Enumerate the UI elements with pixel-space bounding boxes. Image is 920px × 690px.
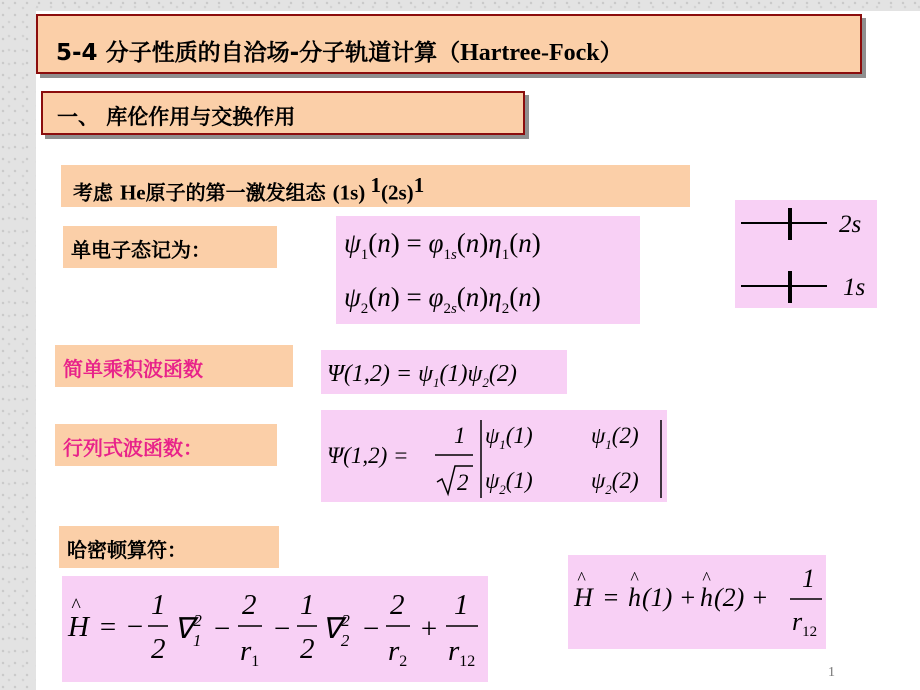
svg-text:h: h bbox=[628, 583, 641, 612]
energy-level-diagram bbox=[735, 200, 877, 308]
psi1-formula: $\psi_1(n) = \varphi_1s(n)\eta_1(n)$ bbox=[344, 228, 541, 263]
level-2s-label: 2s bbox=[839, 211, 862, 238]
svg-text:^: ^ bbox=[71, 595, 80, 617]
svg-text:−: − bbox=[212, 613, 232, 645]
svg-text:Ψ(1,2) =: Ψ(1,2) = bbox=[327, 443, 409, 468]
svg-text:r12: $r_{12}$ bbox=[792, 607, 818, 640]
svg-text:(1) +: (1) + bbox=[642, 583, 697, 612]
top-background-stripe bbox=[0, 0, 920, 11]
svg-text:+: + bbox=[419, 613, 439, 645]
svg-text:1: 1 bbox=[454, 589, 469, 621]
svg-text:H: H bbox=[574, 583, 593, 612]
svg-text:−: − bbox=[272, 613, 292, 645]
svg-text:2: 2 bbox=[457, 470, 469, 495]
svg-text:h: h bbox=[700, 583, 713, 612]
svg-text:2: 2 bbox=[151, 633, 166, 665]
svg-text:∇22: ∇$^2$ 2 bbox=[322, 611, 350, 650]
svg-text:r2: $r_2$ bbox=[388, 635, 408, 670]
svg-text:ψ1(1): $\psi_1(1)$ bbox=[485, 423, 533, 452]
determinant-wavefunction-label: 行列式波函数： bbox=[55, 424, 277, 466]
left-background-stripe bbox=[0, 0, 36, 690]
svg-text:2: 2 bbox=[242, 589, 257, 621]
svg-text:^: ^ bbox=[702, 568, 710, 588]
single-electron-label: 单电子态记为： bbox=[63, 226, 277, 268]
consider-statement: 考虑 He原子的第一激发组态 (1s) $^1(2s)^1$ bbox=[61, 165, 690, 207]
determinant-wavefunction-formula bbox=[321, 410, 667, 502]
page-number: 1 bbox=[828, 665, 835, 680]
svg-text:= −: = − bbox=[98, 611, 145, 643]
svg-text:r1: $r_1$ bbox=[240, 635, 260, 670]
level-1s-label: 1s bbox=[843, 274, 866, 301]
svg-text:ψ2(2): $\psi_2(2)$ bbox=[591, 468, 639, 497]
hamiltonian-compact-formula bbox=[568, 555, 826, 649]
svg-text:1: 1 bbox=[802, 564, 815, 593]
svg-text:1: 1 bbox=[151, 589, 166, 621]
svg-text:∇21: ∇$^2$ 1 bbox=[174, 611, 202, 650]
product-wavefunction-label: 简单乘积波函数 bbox=[55, 345, 293, 387]
svg-text:^: ^ bbox=[577, 568, 585, 588]
psi2-formula: $\psi_2(n) = \varphi_2s(n)\eta_2(n)$ bbox=[344, 282, 541, 317]
svg-text:ψ1(2): $\psi_1(2)$ bbox=[591, 423, 639, 452]
svg-text:^: ^ bbox=[630, 568, 638, 588]
svg-text:2: 2 bbox=[300, 633, 315, 665]
svg-text:1: 1 bbox=[454, 423, 466, 448]
section-heading: 一、 库伦作用与交换作用 bbox=[41, 91, 525, 135]
product-wavefunction-formula bbox=[321, 350, 567, 394]
hamiltonian-expanded-formula bbox=[62, 576, 488, 682]
svg-text:=: = bbox=[602, 583, 620, 612]
svg-text:Ψ(1,2) = ψ1(1)ψ2(2): $\Psi(1,2) = \psi_1(1)\psi_2(2)$ bbox=[327, 361, 517, 390]
svg-text:ψ2(1): $\psi_2(1)$ bbox=[485, 468, 533, 497]
hamiltonian-label: 哈密顿算符： bbox=[59, 526, 279, 568]
svg-text:(2) +: (2) + bbox=[714, 583, 769, 612]
svg-text:r12: $r_{12}$ bbox=[448, 635, 476, 670]
svg-text:−: − bbox=[361, 613, 381, 645]
single-electron-formulas bbox=[336, 216, 640, 324]
svg-text:H: H bbox=[68, 611, 89, 643]
svg-text:1: 1 bbox=[300, 589, 315, 621]
slide-title: 5-4 分子性质的自洽场-分子轨道计算（Hartree-Fock） bbox=[36, 14, 862, 74]
svg-text:2: 2 bbox=[390, 589, 405, 621]
